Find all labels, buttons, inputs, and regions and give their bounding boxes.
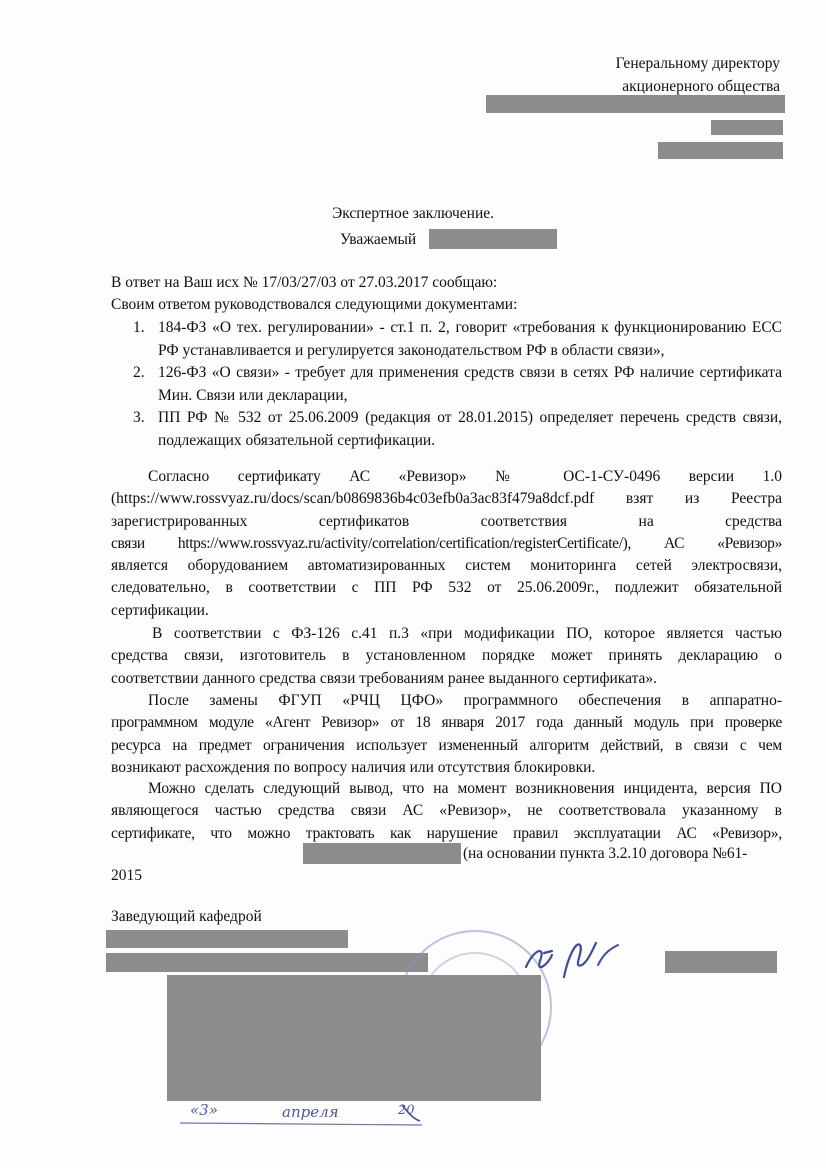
date-year: 20 xyxy=(398,1103,415,1118)
salutation xyxy=(340,229,416,251)
paragraph-line: В соответствии с ФЗ-126 с.41 п.3 «при модификации ПО, которое является частью xyxy=(152,625,782,642)
document-title: Экспертное заключение. xyxy=(331,205,495,222)
paragraph-line: связи https://www.rossvyaz.ru/activity/correlation/certification/registerCertificate/), АС «Ревизор» xyxy=(111,534,782,552)
addressee xyxy=(616,52,780,98)
list-item-text: ПП РФ № 532 от 25.06.2009 (редакция от 28.01.2015) определяет перечень средств связи, подлежащих обязательной сертификации. xyxy=(158,409,782,449)
paragraph-certificate xyxy=(111,466,782,622)
redacted-signer-title xyxy=(106,953,428,972)
salutation-text: Уважаемый xyxy=(340,231,417,248)
documents-list xyxy=(111,317,782,452)
redacted-salutation-name xyxy=(429,229,557,249)
paragraph-line: Согласно сертификату АС «Ревизор» № ОС-1-СУ-0496 версии 1.0 xyxy=(148,468,782,485)
list-item xyxy=(111,407,782,452)
list-item xyxy=(111,362,782,407)
signature-position: Заведующий кафедрой xyxy=(111,908,262,925)
list-item-text: 184-ФЗ «О тех. регулировании» - ст.1 п. 2, говорит «требования к функционированию ЕСС РФ устанавливается и регулируется законодательством РФ в области связи», xyxy=(158,319,782,359)
redacted-company-name xyxy=(303,843,461,864)
list-item-number: 2. xyxy=(133,364,145,381)
paragraph-line: сертификации. xyxy=(111,601,209,619)
date-month: апреля xyxy=(282,1103,339,1121)
addressee-line1: Генеральному директору xyxy=(615,55,780,72)
redacted-signer-name xyxy=(665,951,777,973)
redacted-addressee-initials xyxy=(711,120,783,135)
list-item-text: 126-ФЗ «О связи» - требует для применения средств связи в сетях РФ наличие сертификата Мин. Связи или декларации, xyxy=(158,364,782,404)
redacted-addressee-name xyxy=(486,95,785,113)
paragraph-line: Можно сделать следующий вывод, что на момент возникновения инцидента, версия ПО xyxy=(148,780,782,797)
intro-reply: В ответ на Ваш исх № 17/03/27/03 от 27.03.2017 сообщаю: xyxy=(111,274,498,291)
paragraph-line: зарегистрированных сертификатов соответствия на средства xyxy=(111,512,782,530)
intro-basis: Своим ответом руководствовался следующими документами: xyxy=(111,296,518,313)
paragraph-conclusion xyxy=(111,778,782,845)
list-item xyxy=(111,317,782,362)
paragraph-line: возникают расхождения по вопросу наличия или отсутствия блокировки. xyxy=(111,758,596,776)
paragraph-line: являющегося частью средства связи АС «Ревизор», не соответствовала указанному в xyxy=(111,802,782,820)
paragraph-software-change xyxy=(111,690,782,779)
redacted-signer-university xyxy=(106,930,348,948)
list-item-number: 3. xyxy=(133,409,145,426)
redacted-block xyxy=(167,975,541,1101)
date-day: «3» xyxy=(190,1101,218,1119)
paragraph-line: ресурса на предмет ограничения использует измененный алгоритм действий, в связи с чем xyxy=(111,736,782,754)
paragraph-fz126 xyxy=(111,623,782,690)
addressee-line2: акционерного общества xyxy=(622,78,780,95)
list-item-number: 1. xyxy=(133,319,145,336)
paragraph-line: программном модуле «Агент Ревизор» от 18 января 2017 года данный модуль при проверке xyxy=(111,714,782,732)
paragraph-line: является оборудованием автоматизированных систем мониторинга сетей электросвязи, xyxy=(111,557,782,575)
paragraph-line: сертификате, что можно трактовать как нарушение правил эксплуатации АС «Ревизор», xyxy=(111,824,782,842)
conclusion-tail-end: (на основании пункта 3.2.10 договора №61- xyxy=(463,845,748,862)
redacted-addressee-extra xyxy=(658,142,783,159)
conclusion-last: 2015 xyxy=(111,867,142,884)
paragraph-line: соответствии данного средства связи требованиям ранее выданного сертификата». xyxy=(111,669,658,687)
paragraph-line: средства связи, изготовитель в установленном порядке может принять декларацию о xyxy=(111,647,782,665)
paragraph-line: следовательно, в соответствии с ПП РФ 532 от 25.06.2009г., подлежит обязательной xyxy=(111,579,782,597)
paragraph-line: (https://www.rossvyaz.ru/docs/scan/b0869836b4c03efb0a3ac83f479a8dcf.pdf взят из Реестра xyxy=(111,490,782,508)
paragraph-line: После замены ФГУП «РЧЦ ЦФО» программного обеспечения в аппаратно- xyxy=(148,692,782,709)
